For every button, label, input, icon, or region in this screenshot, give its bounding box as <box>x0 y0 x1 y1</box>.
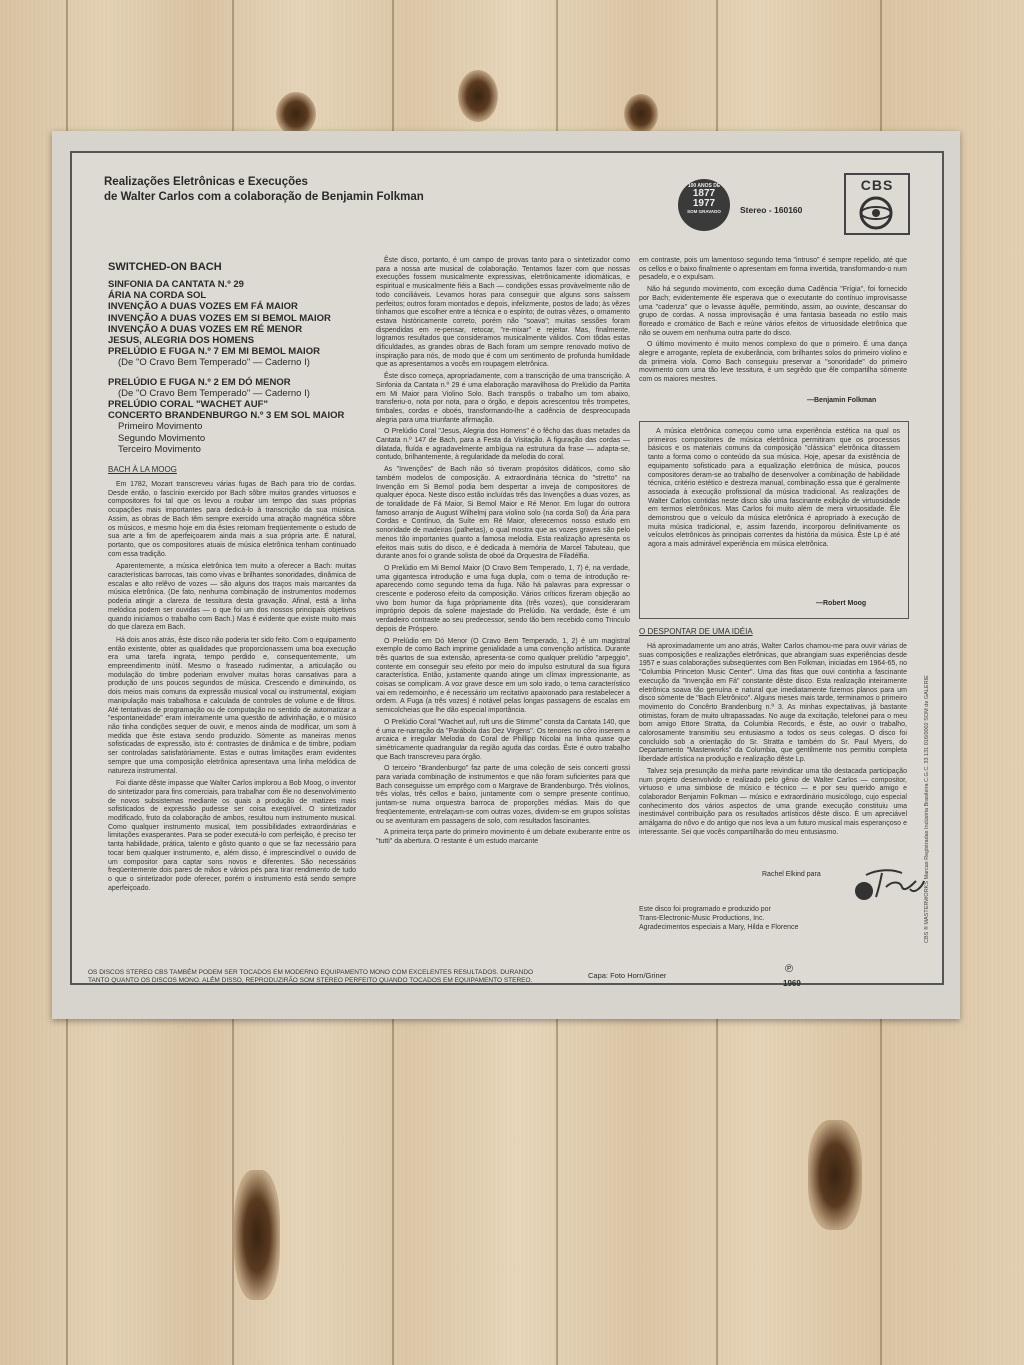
paragraph: O Prelúdio em Dó Menor (O Cravo Bem Temperado, 1, 2) é um magistral exemplo de como Bach imprime genialidade a uma convenção artística. Durante três quartos de sua extensão, apresenta-se como qualquer prelúdio "arpeggio", contente em conseguir seu efeito por meio do impulso estrutural da sua figura característica. Então, justamente quando atinge um clímax impressionante, as coisas se complicam. A voz grave desce em um solo irado, o tema característico vai em redemoinho, e é necessário um recitativo apaixonado para restabelecer a ordem. A Fuga (a três vozes) é notável pelas longas passagens de escalas em semicolcheias que lhe dão especial importância. <box>376 637 630 715</box>
record-sleeve <box>52 131 960 1019</box>
disclaimer-line: OS DISCOS STEREO CBS TAMBÉM PODEM SER TOCADOS EM MODERNO EQUIPAMENTO MONO COM EXCELENTES RESULTADOS. DURANDO <box>88 969 534 976</box>
sleeve-frame <box>70 151 944 985</box>
paragraph: O Prelúdio Coral "Jesus, Alegria dos Homens" é o fêcho das duas metades da Cantata n.º 147 de Bach, para a Festa da Visitação. A figuração das cordas — dilatada, fluída e agradavelmente ambígua na estrutura da frase — adapta-se, contudo, brilhantemente, à regularidade da melodia do coral. <box>376 428 630 462</box>
side-legal-text: CBS ® MASTERWORKS Marcas Registradas Indústria Brasileira C.G.C. 33 131 016/0002 SOM de GALERIE <box>924 675 930 943</box>
anniv-year1: 1877 <box>692 188 716 199</box>
cbs-logo-text: CBS <box>860 177 894 193</box>
paragraph: O Prelúdio em Mi Bemol Maior (O Cravo Bem Temperado, 1, 7) é, na verdade, uma gigantesca introdução e uma fuga dupla, com o tema de introdução re-aparecendo como segundo tema da fuga. Não há palavras para expressar o crescente e poderoso efeito da composição. Vários críticos fizeram objeção ao vivo bom humor da fuga pròpriamente dita (três vozes), que consideraram impróprio depois da solene majestade do Prelúdio. Na verdade, êste é um verdadeiro contraste ao seu predecessor, sendo tão bem recebido como Trinculo depois de Próspero. <box>376 564 630 633</box>
paragraph: Talvez seja presunção da minha parte reivindicar uma tão destacada participação num projeto desenvolvido e realizado pelo gênio de Walter Carlos — compositor, virtuoso e uma simbiose de músico e técnico — e por seu querido amigo e colaborador Benjamin Folkman — músico e extraordinário musicólogo, cujo especial conhecimento dos vários aspectos de uma grande execução constituiu uma inestimável contribuição para os resultados artísticos dêste disco. É um apreciável amálgama do nôvo e do antigo que nos leva a um futuro musical mais esperançoso e interessante. Sei que vocês compartilharão do meu entusiasmo. <box>639 767 907 836</box>
paragraph: O terceiro "Brandenburgo" faz parte de uma coleção de seis concerti grossi para variada combinação de instrumentos e que não foram suficientes para que Bach conseguisse um emprêgo com o Margrave de Brandenburgo. Três violinos, três violas, três cellos e baixo, juntamente com o sempre presente contínuo, juntam-se numa orquestra barroca de proporções médias. Mais do que freqüentemente, entrelaçam-se com outras vozes, dividem-se em grupos solistas ou se aventuram em passagens de solo, com resultados fascinantes. <box>376 765 630 825</box>
producer-line: Este disco foi programado e produzido por <box>639 906 771 913</box>
program-movement: Segundo Movimento <box>118 432 206 444</box>
paragraph: Em 1782, Mozart transcreveu várias fugas de Bach para trio de cordas. Desde então, o fascínio exercido por Bach sôbre muitos grandes virtuosos e compositores foi tal que os levou a roubar um tempo das suas próprias ocupações mais importantes para dedicá-lo à transcrição da sua música. Assim, as obras de Bach têm sempre exercido uma atração magnética sôbre os músicos, e mesmo hoje em dia êstes retornam freqüentemente o estudo de sua arte a fim de aperfeiçoarem ainda mais a sua própria arte. É natural, portanto, que os compositores atuais de música eletrônica tenham continuado com essa tradição. <box>108 481 356 558</box>
tonyi-signature-icon <box>852 867 928 903</box>
paragraph: Foi diante dêste impasse que Walter Carlos implorou a Bob Moog, o inventor do sintetizador para fins comerciais, para trabalhar com êle no desenvolvimento de novos subsistemas mediante os quais a produção de matizes mais sofisticados de expressão pudesse ser coisa exeqüível. O sintetizador modificado, fruto da colaboração de ambos, resultou num instrumento musical. Como qualquer instrumento musical, tem possibilidades extraordinárias e limitações exasperantes. Para se poder executá-lo com perfeição, é preciso ter tanta habilidade, prática, talento e gôsto quanto o que se faz necessário para tocar bem qualquer instrumento, e, além disso, é imprescindível o ouvido de um compositor para captar sons novos e diferentes. São necessários freqüentemente dois pares de mãos e vários pés para tirar rendimento de tudo o que o sintetizador pode oferecer, porém o instrumento está sendo sempre aperfeiçoado. <box>108 780 356 892</box>
program-item: PRELÚDIO E FUGA N.º 7 EM MI BEMOL MAIOR <box>108 346 320 358</box>
program-item: INVENÇÃO A DUAS VOZES EM SI BEMOL MAIOR <box>108 312 331 324</box>
moog-quote-text: A música eletrônica começou como uma experiência estética na qual os primeiros compositores de música eletrônica permitiram que os processos básicos e os materiais comuns da composição "clássica" eletrônica ditassem tanto a forma como o conteúdo da sua música. Hoje, apesar da existência de equipamento sofisticado para a equalização eletrônica de música, poucos compositores deram-se ao trabalho de desenvolver a combinação de habilidade técnica, critério estético e destreza manual, combinação essa que é geralmente associada à execução profissional da música tradicional. As realizações de Walter Carlos contidas neste disco são uma fascinante exibição de virtuosidade em termos eletrônicos. Mas Carlos foi muito além de mera virtuosidade. Êle demonstrou que o veículo da música eletrônica é apropriado à execução de muita música tradicional, e, assim fazendo, incorporou definitivamente os veículos eletrônicos às principais correntes da história da música. Êste Lp é até agora a mais admirável experiência em música eletrônica. <box>648 428 900 549</box>
section-title-bach-a-la-moog: BACH À LA MOOG <box>108 465 177 474</box>
paragraph: Não há segundo movimento, com exceção duma Cadência "Frígia", foi fornecido por Bach; evidentemente êle esperava que o executante do contínuo improvisasse uma "cadenza" que o levasse àquêle, permitindo, assim, ao ouvinte, descansar do grupo de cordas. A nossa improvisação é uma fantasia baseada no estilo mais floreado e cromático de Bach e reúne vários efeitos de virtuosidade eletrônica que não se ouvem em nenhuma outra parte do disco. <box>639 286 907 337</box>
wood-knot <box>624 94 658 134</box>
paragraph: O último movimento é muito menos complexo do que o primeiro. É uma dança alegre e arrogante, repleta de exuberância, com brilhantes solos do primeiro violino e da primeira viola. Como Bach conseguiu preservar a "sonoridade" do primeiro movimento com uma tão leve tessitura, é um segrêdo que êle compartilha sòmente com os maiores mestres. <box>639 341 907 384</box>
signature-rachel: Rachel Elkind para <box>762 871 821 878</box>
program-item: SINFONIA DA CANTATA N.º 29 <box>108 279 244 290</box>
paragraph: Aparentemente, a música eletrônica tem muito a oferecer a Bach: muitas características barrocas, tais como vivas e brilhantes sonoridades, dinâmica de escalas e alto relêvo de vozes — são alguns dos traços mais marcantes da música eletrônica. (De fato, nenhuma combinação de instrumentos modernos poderia atingir a clareza de tessitura desta gravação. Afinal, está a linha melódica podem ser ouvidas — o que foi um dos nossos principais objetivos quando iniciamos o trabalho com Bach.) Mas é evidente que existe muito mais do que clareza em Bach. <box>108 563 356 632</box>
signature-folkman: —Benjamin Folkman <box>807 397 877 404</box>
wood-knot <box>234 1170 280 1300</box>
program-item: INVENÇÃO A DUAS VOZES EM RÉ MENOR <box>108 323 303 335</box>
header-credits <box>104 175 624 205</box>
moog-quote-box <box>639 421 909 619</box>
program-item: JESUS, ALEGRIA DOS HOMENS <box>108 335 255 347</box>
anniv-bottom: SOM GRAVADO <box>687 209 721 214</box>
program-movement: Primeiro Movimento <box>118 421 203 433</box>
header-line1: Realizações Eletrônicas e Execuções <box>104 176 308 188</box>
essay-col3 <box>639 257 907 388</box>
cbs-eye-icon <box>846 193 908 233</box>
paragraph: O Prelúdio Coral "Wachet auf, ruft uns die Stimme" consta da Cantata 140, que é uma re-narração da "Parábola das Dez Virgens". Os tenores no côro inserem a arcaica e irregular Melodia do Coral de Phillipp Nicolai na linha quase que simètricamente quadrangular da região aguda das cordas. Êste é outro trabalho que Bach transcreveu para órgão. <box>376 718 630 761</box>
paragraph: Há aproximadamente um ano atrás, Walter Carlos chamou-me para ouvir várias de suas composições e realizações eletrônicas, que abrangiam suas experiências desde 1957 e suas colaborações subseqüentes com Ben Folkman, iniciadas em 1964-65, no "Columbia Princeton Music Center". Uma das fitas que ouvi continha a fascinante execução da "Invenção em Fá" constante dêste disco. Esta realização inteiramente eletrônica soava tão genuína e natural que imediatamente fizemos planos para um disco sòmente de "Bach Eletrônico". Alguns meses mais tarde, terminamos o primeiro movimento do Concêrto Brandenburg n.º 3. As minhas expectativas, já bastante otimistas, foram de muito ultrapassadas. No auge da excitação, telefonei para o meu bom amigo Ettore Stratta, da Columbia Records, e êste, ao ouvir o trabalho, calorosamente transmitiu seu entusiasmo a todos os seus colegas. O disco foi concluído sob a orientação do Sr. Stratta e também do Sr. Paul Myers, do Departamento "Masterworks" da Columbia, que gentilmente nos permitiu completa liberdade artística na produção e realização dêste Lp. <box>639 643 907 764</box>
header-line2: de Walter Carlos com a colaboração de Benjamin Folkman <box>104 191 424 203</box>
essay-col3-despontar <box>639 643 907 837</box>
program-item: INVENÇÃO A DUAS VOZES EM FÁ MAIOR <box>108 301 298 313</box>
program-movement: Terceiro Movimento <box>118 443 201 455</box>
release-year: 1969 <box>783 979 801 988</box>
anniv-top: 100 ANOS DE <box>687 183 721 189</box>
paragraph: em contraste, pois um lamentoso segundo tema "intruso" é sempre repelido, até que os cellos e o baixo finalmente o apresentam em forma invertida, transformando-o num pesadelo, e o expulsam. <box>639 257 907 282</box>
paragraph: As "Invenções" de Bach não só tiveram propósitos didáticos, como são também modelos de composição. A extraordinária técnica do "stretto" na Invenção em Si Bemol podia bem despertar a inveja de compositores de qualquer época. Neste disco estão incluídas três das Invenções a duas vozes, as de tonalidade de Fá Maior, Si Bemol Maior e Ré Menor. Em lugar do outrora famoso arranjo de August Wilhelmj para violino solo (na corda Sol) da Ária para Cordas e Contínuo, da Suíte em Ré Maior, oferecemos nosso estudo em sonoridade de madeiras (palhetas), o qual mostra que as vozes graves são pelo menos tão importantes quanto a famosa melodia. Esta realização apresenta os efeitos mais sutis do disco, e é dedicada à memória de Marcel Tabuteau, que durante anos foi o grande solista de oboé da Orquestra de Filadélfia. <box>376 466 630 561</box>
program-note: (De "O Cravo Bem Temperado" — Caderno I) <box>118 387 310 399</box>
essay-col1 <box>108 481 356 893</box>
paragraph: Êste disco começa, apropriadamente, com a transcrição de uma transcrição. A Sinfonia da Cantata n.º 29 é uma elaboração maravilhosa do Prelúdio da Partita em Mi Maior para Violino Solo. Bach transpôs o trabalho um tom abaixo, transferiu-o, nota por nota, para o órgão, e depois acrescentou três trompetes, timbales, cordas e oboés, transformando-lhe a cadência de despreocupada alegria para uma triunfante afirmação. <box>376 373 630 424</box>
wood-knot <box>808 1120 862 1230</box>
program-item: ÁRIA NA CORDA SOL <box>108 290 207 302</box>
producer-credits <box>639 905 869 932</box>
producer-line: Trans-Electronic-Music Productions, Inc. <box>639 915 765 922</box>
cover-photo-credit: Capa: Foto Horn/Griner <box>588 971 667 980</box>
producer-line: Agradecimentos especiais a Mary, Hilda e Florence <box>639 924 799 931</box>
anniv-year2: 1977 <box>692 198 716 209</box>
program-item: CONCERTO BRANDENBURGO N.º 3 EM SOL MAIOR <box>108 410 345 422</box>
section-title-despontar: O DESPONTAR DE UMA IDÉIA <box>639 627 753 636</box>
essay-col2 <box>376 257 630 847</box>
program-list <box>108 279 358 455</box>
cbs-logo <box>844 173 910 235</box>
wood-knot <box>276 92 316 136</box>
signature-moog: —Robert Moog <box>816 600 867 607</box>
album-title: SWITCHED-ON BACH <box>108 261 222 273</box>
paragraph: Há dois anos atrás, êste disco não poderia ter sido feito. Com o equipamento então existente, obter as qualidades que proporcionassem uma boa execução era uma tarefa ingrata, tempo perdido e, consequentemente, um empreendimento inútil. Mesmo o fraseado rudimentar, a articulação ou modulação do timbre poderiam envolver muitas horas cansativas para a produção de uns poucos segundos de música. Crescendo e diminuindo, os dois meios mais comuns da expressão musical vocal ou instrumental, exigiam manipulação mais trabalhosa e calculada de controles de volume e de filtros. Até tentativas de programação ou de computação no sentido de automatizar a "espontaneidade" eram inteiramente uma questão de adivinhação, e o músico não tinha condições sequer de ouvir, e menos ainda de modificar, um som à medida que êste estava sendo produzido. Sòmente as maneiras menos sofisticadas de expressão, isto é: contrastes de dinâmica e de timbre, podiam ser controladas satisfatòriamente. Estas e outras limitações eram evidentes sempre que uma composição eletrônica apresentava uma linha melódica de natureza instrumental. <box>108 636 356 775</box>
paragraph: Êste disco, portanto, é um campo de provas tanto para o sintetizador como para a nossa arte musical de colaboração. Tentamos fazer com que nossas execuções fossem musicalmente expressivas, eletrônicamente idiomáticas, e espiritual e musicalmente fiéis a Bach — condições essas provàvelmente não de todo conciliáveis. Levamos horas para conseguir que alguns sons saíssem perfeitos; outros foram montados e depois, infelizmente, postos de lado; às vêzes tínhamos que escolher entre a técnica e o espírito; de outras vêzes, o ornamento estava històricamente correto, porém não "soava"; muitas sessões foram dispendidas em re-pensar, retocar, "re-mixar" e rejeitar. Mas, finalmente, logramos resultados que consideramos musicalmente válidos. Com tôdas estas dificuldades, as grandes obras de Bach foram um sempre renovado motivo de inspiração para nós, de modo que é com um sentimento de profunda humildade que as apresentamos a vocês em roupagem eletrônica. <box>376 257 630 369</box>
paragraph: A primeira terça parte do primeiro movimento é um debate exuberante entre os "tutti" da abertura. O restante é um estudo marcante <box>376 829 630 845</box>
program-note: (De "O Cravo Bem Temperado" — Caderno I) <box>118 357 310 369</box>
wood-knot <box>458 70 498 122</box>
phonogram-symbol: ℗ <box>785 963 794 975</box>
program-item: PRELÚDIO E FUGA N.º 2 EM DÓ MENOR <box>108 376 291 388</box>
footer-disclaimer <box>88 969 558 985</box>
disclaimer-line: TANTO QUANTO OS DISCOS MONO. ALÉM DISSO, REPRODUZIRÃO SOM STEREO PERFEITO QUANDO TOCADOS EM EQUIPAMENTO STEREO. <box>88 977 533 984</box>
anniversary-badge <box>678 179 730 231</box>
program-item: PRELÚDIO CORAL "WACHET AUF" <box>108 399 268 411</box>
stereo-catalog: Stereo - 160160 <box>740 205 803 215</box>
